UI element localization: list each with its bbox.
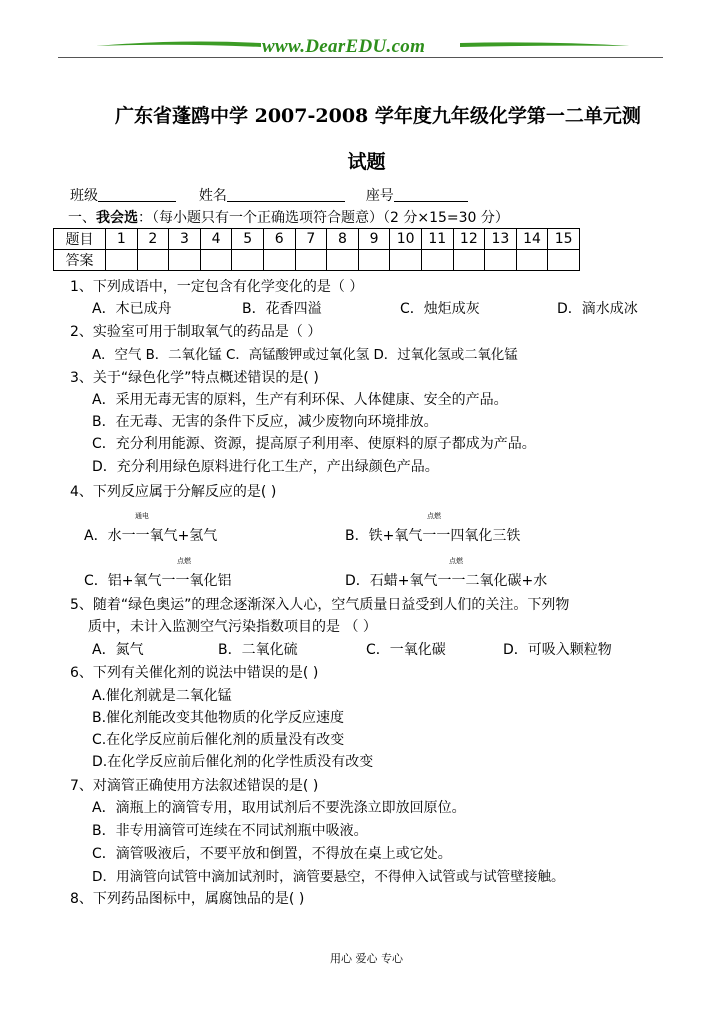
table-number: 15	[548, 229, 580, 250]
q4-d-condition: 点燃	[449, 557, 463, 565]
q5-stem-line1: 5、随着“绿色奥运”的理念逐渐深入人心，空气质量日益受到人们的关注。下列物	[70, 597, 570, 613]
table-number: 11	[421, 229, 453, 250]
answer-table-number-row	[54, 229, 580, 250]
q4-b-condition: 点燃	[427, 512, 441, 520]
q6-option-c: C.在化学反应前后催化剂的质量没有改变	[92, 732, 345, 748]
table-number: 7	[295, 229, 327, 250]
q2-options: A．空气 B．二氧化锰 C．高锰酸钾或过氧化氢 D．过氧化氢或二氧化锰	[92, 348, 518, 363]
table-header-answer: 答案	[54, 250, 106, 271]
q1-option-c: C．烛炬成灰	[400, 301, 480, 317]
section1-title: 我会选	[96, 210, 138, 226]
answer-cell[interactable]	[295, 250, 327, 271]
answer-cell[interactable]	[137, 250, 169, 271]
answer-cell[interactable]	[106, 250, 138, 271]
table-number: 6	[263, 229, 295, 250]
q3-option-c: C．充分利用能源、资源，提高原子利用率、使原料的原子都成为产品。	[92, 436, 536, 452]
q2-stem: 2、实验室可用于制取氧气的药品是（ ）	[70, 324, 322, 340]
q1-option-b: B．花香四溢	[242, 301, 322, 317]
q5-option-c: C．一氧化碳	[366, 642, 446, 658]
exam-title-line1: 广东省蓬鸥中学 2007-2008 学年度九年级化学第一二单元测	[115, 105, 641, 127]
name-field[interactable]	[227, 187, 345, 202]
name-label: 姓名	[198, 188, 227, 204]
seat-field[interactable]	[394, 187, 468, 202]
table-number: 14	[516, 229, 548, 250]
exam-title-line2: 试题	[347, 151, 386, 173]
q4-c-condition: 点燃	[177, 557, 191, 565]
q5-option-b: B．二氧化硫	[218, 642, 298, 658]
q4-option-b: B．铁+氧气一一四氧化三铁	[345, 528, 521, 544]
page-header	[0, 0, 725, 62]
table-number: 8	[327, 229, 359, 250]
q3-stem: 3、关于“绿色化学”特点概述错误的是( )	[70, 370, 319, 386]
answer-cell[interactable]	[200, 250, 232, 271]
table-number: 9	[358, 229, 390, 250]
q4-option-d: D．石蜡+氧气一一二氧化碳+水	[345, 573, 548, 589]
answer-cell[interactable]	[232, 250, 264, 271]
answer-cell[interactable]	[390, 250, 422, 271]
answer-cell[interactable]	[548, 250, 580, 271]
answer-cell[interactable]	[358, 250, 390, 271]
q7-option-b: B．非专用滴管可连续在不同试剂瓶中吸液。	[92, 823, 368, 839]
answer-table	[53, 228, 580, 271]
q7-option-d: D．用滴管向试管中滴加试剂时，滴管要悬空，不得伸入试管或与试管壁接触。	[92, 869, 565, 885]
q4-stem: 4、下列反应属于分解反应的是( )	[70, 484, 277, 500]
section1-instructions: ：（每小题只有一个正确选项符合题意）（2 分×15=30 分）	[138, 210, 509, 226]
table-number: 13	[485, 229, 517, 250]
answer-cell[interactable]	[421, 250, 453, 271]
header-rule	[58, 57, 663, 58]
q7-option-a: A．滴瓶上的滴管专用，取用试剂后不要洗涤立即放回原位。	[92, 800, 466, 816]
answer-cell[interactable]	[169, 250, 201, 271]
q5-option-a: A．氮气	[92, 642, 144, 658]
q6-option-a: A.催化剂就是二氧化锰	[92, 688, 232, 704]
q6-option-b: B.催化剂能改变其他物质的化学反应速度	[92, 710, 345, 726]
q8-stem: 8、下列药品图标中，属腐蚀品的是( )	[70, 891, 305, 907]
q5-stem-line2: 质中，未计入监测空气污染指数项目的是 （ ）	[88, 619, 377, 635]
q4-option-a: A．水一一氧气+氢气	[84, 528, 218, 544]
table-number: 4	[200, 229, 232, 250]
seat-label: 座号	[365, 188, 394, 204]
q3-option-a: A．采用无毒无害的原料，生产有利环保、人体健康、安全的产品。	[92, 392, 508, 408]
q6-stem: 6、下列有关催化剂的说法中错误的是( )	[70, 665, 319, 681]
table-number: 12	[453, 229, 485, 250]
site-logo-text: www.DearEDU.com	[262, 36, 426, 57]
q7-stem: 7、对滴管正确使用方法叙述错误的是( )	[70, 778, 319, 794]
answer-cell[interactable]	[263, 250, 295, 271]
table-number: 10	[390, 229, 422, 250]
answer-table-answer-row	[54, 250, 580, 271]
page-footer: 用心 爱心 专心	[330, 952, 403, 965]
q3-option-b: B．在无毒、无害的条件下反应，减少废物向环境排放。	[92, 414, 438, 430]
answer-cell[interactable]	[453, 250, 485, 271]
section1-heading	[68, 207, 509, 227]
q7-option-c: C．滴管吸液后，不要平放和倒置，不得放在桌上或它处。	[92, 846, 452, 862]
class-field[interactable]	[98, 187, 176, 202]
q4-a-condition: 通电	[135, 512, 149, 520]
table-number: 2	[137, 229, 169, 250]
left-swoosh-decoration	[96, 40, 261, 50]
section1-number: 一、	[68, 210, 96, 226]
answer-cell[interactable]	[327, 250, 359, 271]
q1-option-d: D．滴水成冰	[557, 301, 638, 317]
q1-option-a: A．木已成舟	[92, 301, 172, 317]
q6-option-d: D.在化学反应前后催化剂的化学性质没有改变	[92, 754, 374, 770]
answer-cell[interactable]	[516, 250, 548, 271]
q5-option-d: D．可吸入颗粒物	[503, 642, 612, 658]
q3-option-d: D．充分利用绿色原料进行化工生产，产出绿颜色产品。	[92, 459, 439, 475]
right-swoosh-decoration	[460, 40, 630, 50]
class-label: 班级	[70, 188, 98, 204]
answer-cell[interactable]	[485, 250, 517, 271]
table-number: 1	[106, 229, 138, 250]
student-info-line	[70, 185, 468, 205]
table-header-question: 题目	[54, 229, 106, 250]
q4-option-c: C．铝+氧气一一氧化铝	[84, 573, 232, 589]
table-number: 3	[169, 229, 201, 250]
q1-stem: 1、下列成语中，一定包含有化学变化的是（ ）	[70, 279, 364, 295]
table-number: 5	[232, 229, 264, 250]
